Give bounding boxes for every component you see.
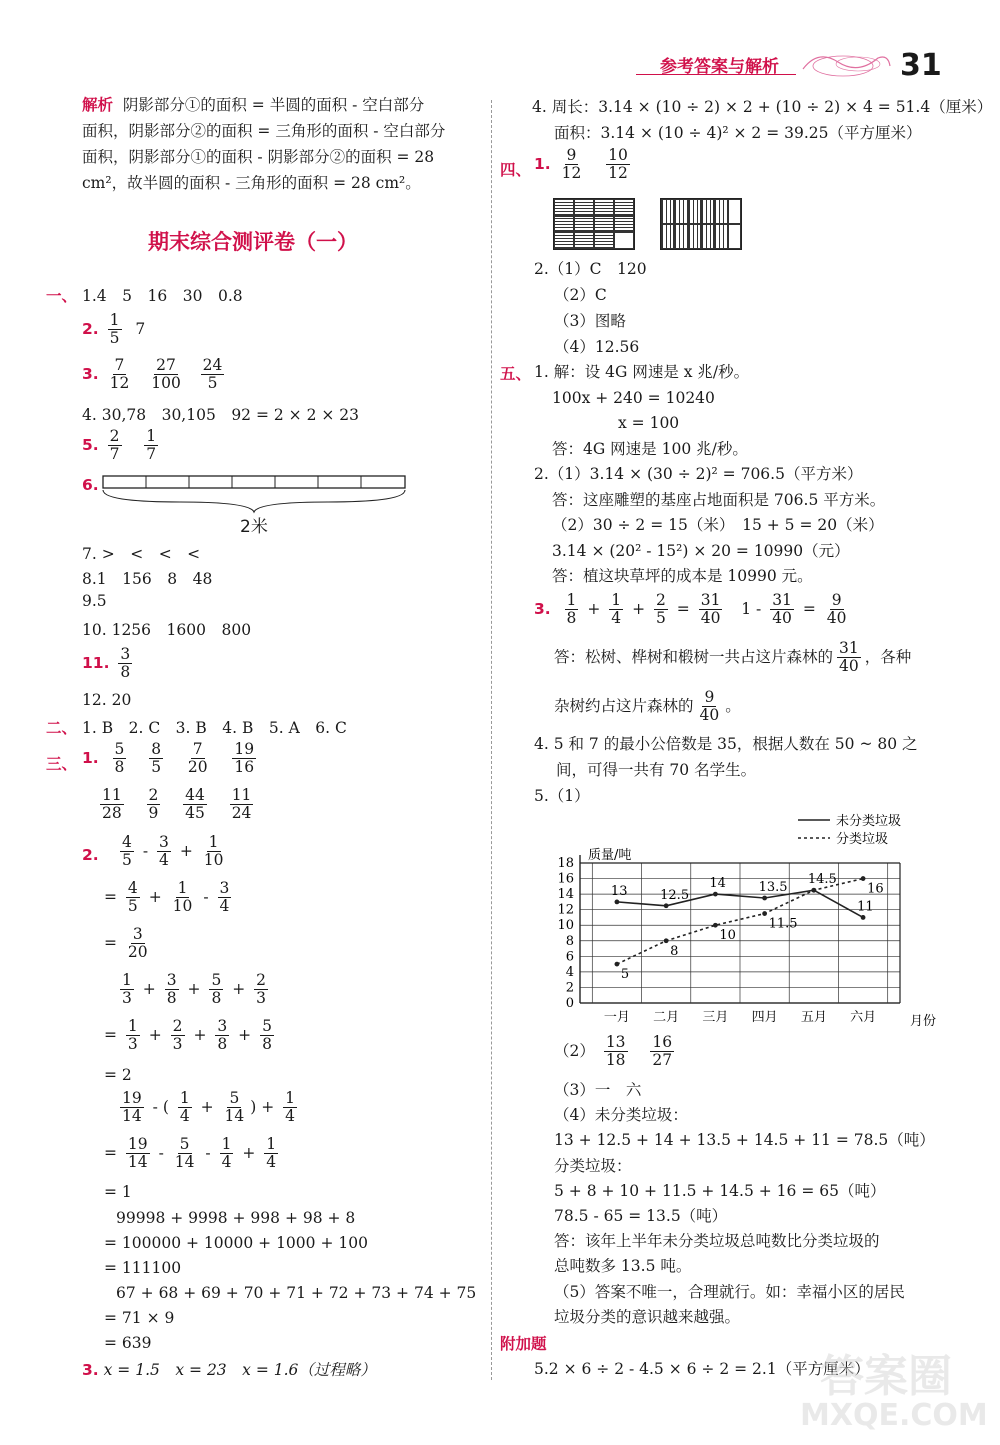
data-point — [762, 896, 767, 901]
x-tick-label: 五月 — [800, 1010, 827, 1025]
fraction: $\frac{7}{12}$ — [109, 356, 130, 393]
answer-q4-perimeter: 4. 周长：3.14 × (10 ÷ 2) × 2 + (10 ÷ 2) × 4 = 51.4（厘米） 面积：3.14 × (10 ÷ 4)² × 2 = 39.25（平方厘米） — [532, 98, 993, 142]
y-axis-label: 质量/吨 — [588, 848, 632, 863]
section-label-3: 三、 — [46, 755, 78, 773]
analysis-block — [82, 92, 445, 196]
answer-1-11 — [82, 646, 136, 682]
y-tick-label: 12 — [557, 902, 574, 918]
answer-5-5-2: （2） $\frac{13}{18}$ $\frac{16}{27}$ — [554, 1033, 673, 1070]
answer-3-3: 3. x = 1.5 x = 23 x = 1.6（过程略） — [82, 1361, 376, 1379]
watermark-url: MXQE.COM — [800, 1398, 988, 1433]
question-number-3-2: 2. — [82, 846, 99, 864]
calc-e: = $\frac{1}{3}$ + $\frac{2}{3}$ + $\frac{3}{8}$ + $\frac{5}{8}$ — [104, 1017, 272, 1054]
answer-text: 7 — [135, 319, 146, 338]
header-title: 参考答案与解析 — [660, 57, 779, 77]
y-tick-label: 18 — [557, 856, 574, 871]
bonus-answer: 5.2 × 6 ÷ 2 - 4.5 × 6 ÷ 2 = 2.1（平方厘米） — [534, 1360, 870, 1378]
y-tick-label: 8 — [565, 933, 574, 949]
data-label: 5 — [620, 967, 630, 983]
fraction: $\frac{24}{5}$ — [202, 356, 223, 393]
fraction-grid-b — [660, 198, 742, 250]
y-tick-label: 6 — [565, 949, 574, 965]
answer-4-2: 2.（1）C 120 （2）C （3）图略 （4）12.56 — [534, 260, 647, 356]
chart-grid — [557, 848, 936, 1029]
calc-b: = $\frac{4}{5}$ + $\frac{1}{10}$ - $\frac{3}{4}$ — [104, 879, 230, 916]
answer-1-7: 7. > < < < — [82, 545, 201, 563]
x-tick-label: 二月 — [653, 1010, 680, 1025]
data-point — [713, 892, 718, 897]
calc-c: = $\frac{3}{20}$ — [104, 925, 148, 962]
answer-1-8: 8.1 156 8 48 — [82, 570, 213, 588]
y-tick-label: 10 — [557, 918, 574, 934]
section-label-2: 二、 — [46, 719, 78, 737]
analysis-line: 面积，阴影部分①的面积 - 阴影部分②的面积 = 28 — [82, 148, 435, 166]
analysis-label: 解析 — [82, 96, 114, 114]
calc-h: = $\frac{19}{14}$ - $\frac{5}{14}$ - $\frac{1}{4}$ + $\frac{1}{4}$ — [104, 1135, 277, 1172]
y-tick-label: 2 — [565, 980, 574, 996]
fraction: $\frac{2}{7}$ — [109, 427, 120, 464]
section-label-1: 一、 — [46, 287, 78, 305]
data-point — [762, 911, 767, 916]
data-label: 16 — [867, 881, 884, 897]
answer-5-2: 2.（1）3.14 × (30 ÷ 2)² = 706.5（平方米） 答：这座雕塑的基座占地面积是 706.5 平方米。 （2）30 ÷ 2 = 15（米） 15 + 5 = 20（米） 3.14 × (20² - 15²) × 20 = 10990（元） 答：植这块草坪的成本是 10990 元。 — [534, 465, 886, 585]
data-point — [664, 903, 669, 908]
x-tick-label: 六月 — [850, 1010, 877, 1025]
garbage-line-chart — [540, 808, 940, 1033]
data-label: 14 — [709, 876, 726, 892]
answer-5-4: 4. 5 和 7 的最小公倍数是 35，根据人数在 50 ~ 80 之 间，可得一共有 70 名学生。 — [534, 735, 918, 779]
x-tick-label: 四月 — [751, 1010, 778, 1025]
answer-5-5-rest: （3）一 六 （4）未分类垃圾： 13 + 12.5 + 14 + 13.5 + 14.5 + 11 = 78.5（吨） 分类垃圾： 5 + 8 + 10 + 11.5 + 14.5 + 16 = 65（吨） 78.5 - 65 = 13.5（吨） 答：该年上半年未分类垃圾总吨数比分类垃圾的 总吨数多 13.5 吨。 （5）答案不唯一，合理就行。如：幸福小区的居民 垃圾分类的意识越来越强。 — [554, 1081, 935, 1326]
decoration-swirl-icon — [798, 44, 894, 82]
analysis-line: cm²，故半圆的面积 - 三角形的面积 = 28 cm²。 — [82, 174, 421, 192]
data-point — [664, 938, 669, 943]
question-number: 11. — [82, 653, 110, 672]
answer-1-5 — [82, 428, 162, 464]
chart-legend — [798, 813, 901, 847]
fraction-grid-a — [553, 198, 635, 250]
answer-5-3-text1: 答：松树、桦树和椴树一共占这片森林的 $\frac{31}{40}$ ，各种 — [554, 639, 912, 676]
answer-5-5-label: 5.（1） — [534, 787, 590, 805]
data-point — [861, 915, 866, 920]
calc-lines: 99998 + 9998 + 998 + 98 + 8 = 100000 + 10000 + 1000 + 100 = 111100 67 + 68 + 69 + 70 + 71 + 72 + 73 + 74 + 75 = 71 × 9 = 639 — [104, 1209, 477, 1352]
analysis-line: 阴影部分①的面积 = 半圆的面积 - 空白部分 — [122, 96, 425, 114]
data-label: 13 — [610, 883, 628, 899]
data-label: 13.5 — [758, 880, 788, 895]
x-tick-label: 一月 — [603, 1010, 630, 1025]
fraction: $\frac{27}{100}$ — [151, 356, 181, 393]
calc-f: = 2 — [104, 1066, 132, 1084]
calc-g: $\frac{19}{14}$ - ( $\frac{1}{4}$ + $\frac{5}{14}$ ) + $\frac{1}{4}$ — [122, 1089, 296, 1126]
answer-3-1-row1: 1. $\frac{5}{8}$ $\frac{8}{5}$ $\frac{7}{20}$ $\frac{19}{16}$ — [82, 740, 255, 777]
answer-1-4: 4. 30,78 30,105 92 = 2 × 2 × 23 — [82, 406, 360, 424]
answer-1-1: 1.4 5 16 30 0.8 — [82, 287, 243, 305]
data-point — [811, 888, 816, 893]
fraction: $\frac{3}{8}$ — [120, 645, 131, 682]
watermark-logo: 答案圈 — [820, 1351, 952, 1402]
data-label: 10 — [719, 928, 736, 944]
answer-1-10: 10. 1256 1600 800 — [82, 621, 252, 639]
question-number: 3. — [82, 364, 99, 383]
page-number: 31 — [900, 48, 942, 83]
data-label: 11.5 — [768, 916, 798, 932]
analysis-line: 面积，阴影部分②的面积 = 三角形的面积 - 空白部分 — [82, 122, 446, 140]
section-label-5: 五、 — [500, 365, 532, 383]
data-label: 11 — [857, 899, 874, 915]
question-number: 5. — [82, 435, 99, 454]
question-number-6: 6. — [82, 476, 99, 494]
y-tick-label: 14 — [557, 887, 574, 903]
answer-1-3 — [82, 357, 228, 393]
answer-5-3: 3. $\frac{1}{8}$ + $\frac{1}{4}$ + $\frac{2}{5}$ = $\frac{31}{40}$ 1 - $\frac{31}{40}$ = $\frac{9}{40}$ — [534, 591, 847, 628]
data-label: 8 — [670, 943, 679, 959]
legend-label: 未分类垃圾 — [836, 814, 902, 829]
fraction: $\frac{1}{5}$ — [109, 311, 120, 348]
calc-a: $\frac{4}{5}$ - $\frac{3}{4}$ + $\frac{1}{10}$ — [122, 833, 224, 870]
legend-label: 分类垃圾 — [836, 832, 889, 847]
header-underline — [636, 74, 796, 75]
y-tick-label: 16 — [557, 871, 574, 887]
answer-1-9: 9.5 — [82, 592, 107, 610]
answer-2: 1. B 2. C 3. B 4. B 5. A 6. C — [82, 719, 347, 737]
question-number: 1. — [82, 748, 99, 767]
answer-5-3-text2: 杂树约占这片森林的 $\frac{9}{40}$ 。 — [554, 688, 741, 725]
data-point — [615, 899, 620, 904]
data-point — [713, 923, 718, 928]
answer-5-1: 1. 解：设 4G 网速是 x 兆/秒。 100x + 240 = 10240 x = 100 答：4G 网速是 100 兆/秒。 — [534, 363, 750, 458]
y-tick-label: 4 — [565, 964, 574, 980]
calc-i: = 1 — [104, 1183, 132, 1201]
data-point — [861, 876, 866, 881]
data-point — [615, 962, 620, 967]
bonus-label: 附加题 — [500, 1335, 547, 1353]
segment-label: 2米 — [240, 517, 268, 537]
exam-title: 期末综合测评卷（一） — [148, 230, 358, 254]
data-label: 12.5 — [660, 887, 690, 903]
answer-1-12: 12. 20 — [82, 691, 132, 709]
answer-3-1-row2: $\frac{11}{28}$ $\frac{2}{9}$ $\frac{44}{45}$ $\frac{11}{24}$ — [102, 786, 252, 823]
chart-series — [611, 872, 884, 982]
answer-1-2 — [82, 312, 145, 348]
x-axis-label: 月份 — [910, 1014, 937, 1029]
question-number: 2. — [82, 319, 99, 338]
fraction: $\frac{1}{7}$ — [146, 427, 157, 464]
answer-4-1: 1. $\frac{9}{12}$ $\frac{10}{12}$ — [534, 146, 628, 183]
data-label: 14.5 — [807, 872, 837, 888]
calc-d: $\frac{1}{3}$ + $\frac{3}{8}$ + $\frac{5}{8}$ + $\frac{2}{3}$ — [122, 971, 267, 1008]
x-tick-label: 三月 — [702, 1010, 729, 1025]
column-divider — [491, 100, 492, 1380]
section-label-4: 四、 — [500, 161, 532, 179]
y-tick-label: 0 — [565, 996, 574, 1011]
